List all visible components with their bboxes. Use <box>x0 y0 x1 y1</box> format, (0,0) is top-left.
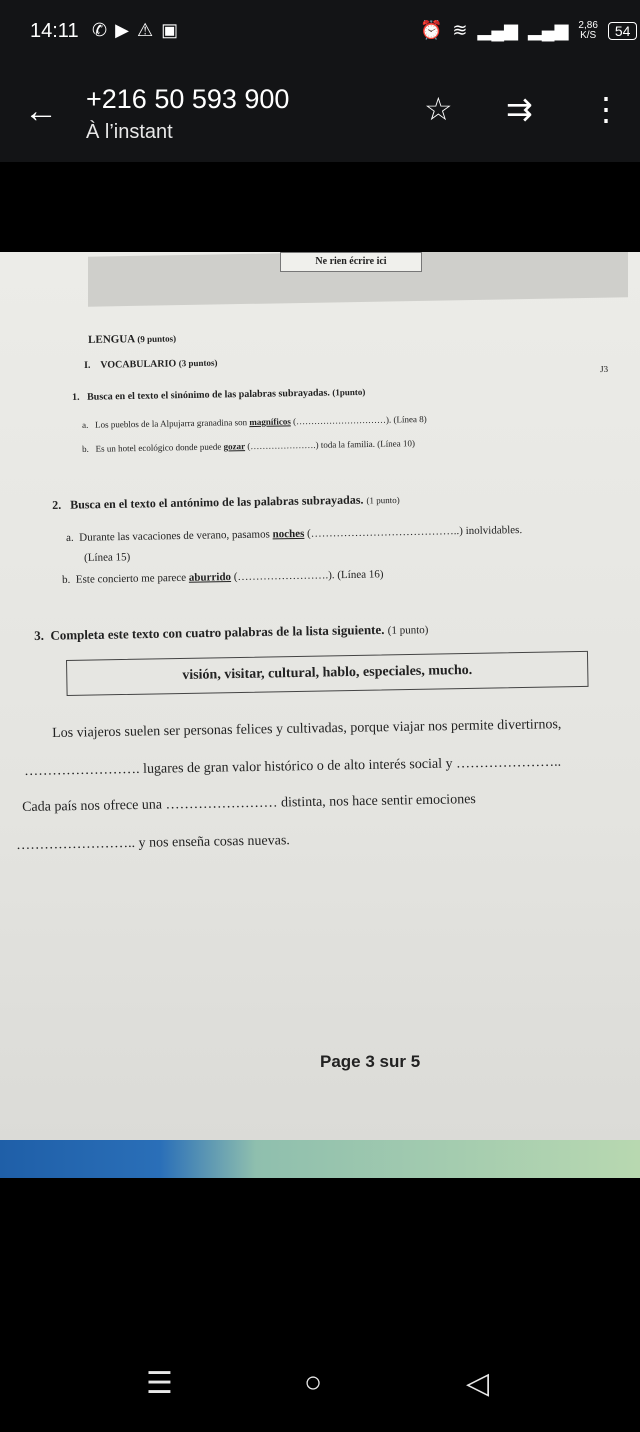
system-icons <box>420 20 637 41</box>
fill-text-line-2: ……………………. lugares de gran valor histórico o de alto interés social y ………………….. <box>24 754 562 779</box>
fill-text-line-4: …………………….. y nos enseña cosas nuevas. <box>16 833 290 853</box>
system-nav-bar <box>0 1352 640 1432</box>
battery-indicator: 54 <box>608 22 638 40</box>
sim-icon: ▣ <box>161 20 187 40</box>
clock: 14:11 <box>30 20 79 42</box>
alarm-icon: ⏰ <box>420 20 443 40</box>
youtube-icon: ▶ <box>115 20 137 40</box>
section-heading: LENGUA (9 puntos) <box>88 333 177 346</box>
star-icon[interactable]: ☆ <box>424 91 453 127</box>
image-viewer[interactable] <box>0 252 640 1178</box>
header-box: Ne rien écrire ici <box>280 252 422 272</box>
nav-back-icon[interactable]: ◁ <box>466 1367 490 1400</box>
question-1b: b. Es un hotel ecológico donde puede gozar (………………….) toda la familia. (Línea 10) <box>82 438 416 454</box>
signal-icon-2: ▂▄▆ <box>527 20 569 40</box>
recent-apps-icon[interactable]: ☰ <box>146 1367 173 1400</box>
wifi-icon: ≋ <box>452 20 468 40</box>
question-3: 3. Completa este texto con cuatro palabras de la lista siguiente. (1 punto) <box>34 621 429 643</box>
back-arrow-icon[interactable]: ← <box>24 92 58 130</box>
signal-icon: ▂▄▆ <box>477 20 518 40</box>
forward-icon[interactable]: ⇉ <box>506 91 533 127</box>
question-1a: a. Los pueblos de la Alpujarra granadina son magníficos (…………………………). (Línea 8) <box>82 413 427 430</box>
home-icon[interactable]: ○ <box>304 1366 323 1399</box>
notification-icon: ⚠ <box>136 20 162 40</box>
question-2b: b. Este concierto me parece aburrido (…………………….). (Línea 16) <box>62 568 384 586</box>
question-1: 1. Busca en el texto el sinónimo de las palabras subrayadas. (1punto) <box>72 386 366 403</box>
app-bar <box>0 64 640 162</box>
fill-text-line-1: Los viajeros suelen ser personas felices y cultivadas, porque viajar nos permite divertirnos, <box>52 717 562 741</box>
more-options-icon[interactable]: ⋮ <box>590 91 622 127</box>
whatsapp-icon: ✆ <box>92 20 116 40</box>
photo-background-strip <box>0 1140 640 1178</box>
timestamp: À l’instant <box>86 121 173 143</box>
exam-page-photo <box>0 252 640 1178</box>
fill-text-line-3: Cada país nos ofrece una …………………… distinta, nos hace sentir emociones <box>22 792 476 815</box>
margin-mark: J3 <box>600 363 609 374</box>
status-bar <box>0 0 640 64</box>
question-2a: a. Durante las vacaciones de verano, pasamos noches (…………………………………..) inolvidables. <box>66 524 523 544</box>
page-number: Page 3 sur 5 <box>320 1052 421 1071</box>
question-2a-line: (Línea 15) <box>84 551 131 564</box>
notification-icons <box>92 20 186 41</box>
word-list-box: visión, visitar, cultural, hablo, especiales, mucho. <box>66 651 589 696</box>
question-2: 2. Busca en el texto el antónimo de las palabras subrayadas. (1 punto) <box>52 492 400 512</box>
network-speed: 2,86 K/S <box>578 19 598 41</box>
part-heading: I. VOCABULARIO (3 puntos) <box>84 357 218 371</box>
contact-title: +216 50 593 900 <box>86 84 290 114</box>
